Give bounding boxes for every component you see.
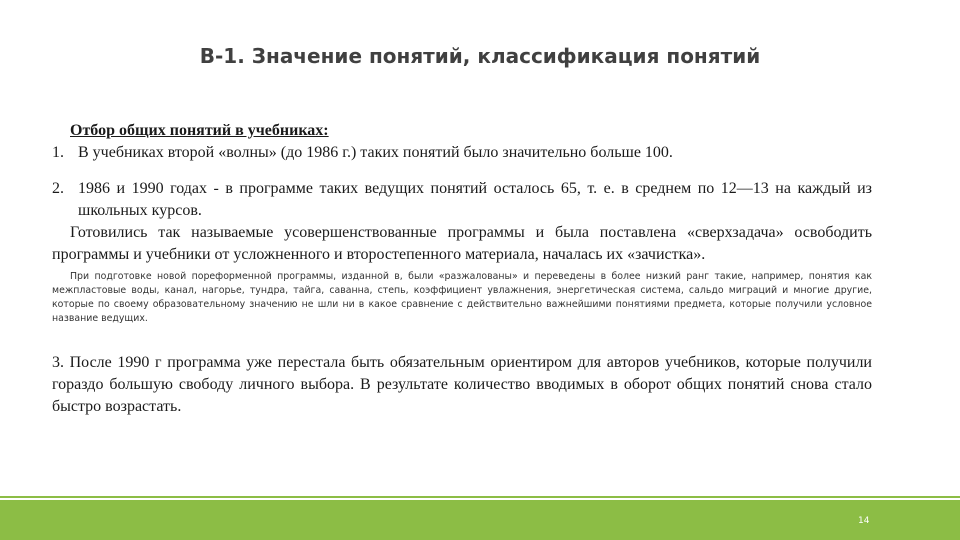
list-item-1-text: В учебниках второй «волны» (до 1986 г.) таких понятий было значительно больше 100. [78,144,673,161]
slide-content [52,120,872,418]
footer-band [0,500,960,540]
paragraph-programs: Готовились так называемые усовершенствованные программы и была поставлена «сверхзадача» освободить программы и учебники от усложненного и второстепенного материала, началась их «зачистка». [52,224,872,263]
footer-divider [0,496,960,498]
list-item-3: 3. После 1990 г программа уже перестала быть обязательным ориентиром для авторов учебников, которые получили гораздо большую свободу личного выбора. В результате количество вводимых в оборот общих понятий снова стало быстро возрастать. [52,354,872,415]
list-item-2-number: 2. [52,180,64,197]
page-number: 14 [858,516,870,526]
list-item-1-number: 1. [52,144,64,161]
slide-title: В-1. Значение понятий, классификация понятий [199,44,761,68]
section-heading: Отбор общих понятий в учебниках: [70,122,329,139]
list-item-1 [52,142,872,164]
list-item-2-text: 1986 и 1990 годах - в программе таких ведущих понятий осталось 65, т. е. в среднем по 12—13 на каждый из школьных курсов. [78,180,872,219]
list-item-2 [52,178,872,222]
note-paragraph: При подготовке новой пореформенной программы, изданной в, были «разжалованы» и переведены в более низкий ранг такие, например, понятия как межпластовые воды, канал, нагорье, тундра, тайга, саванна, степь, коэффициент увлажнения, энергетическая система, сальдо миграций и многие другие, которые по своему образовательному значению не шли ни в какое сравнение с действительно важнейшими понятиями предмета, которые получили условное название ведущих. [52,271,872,324]
